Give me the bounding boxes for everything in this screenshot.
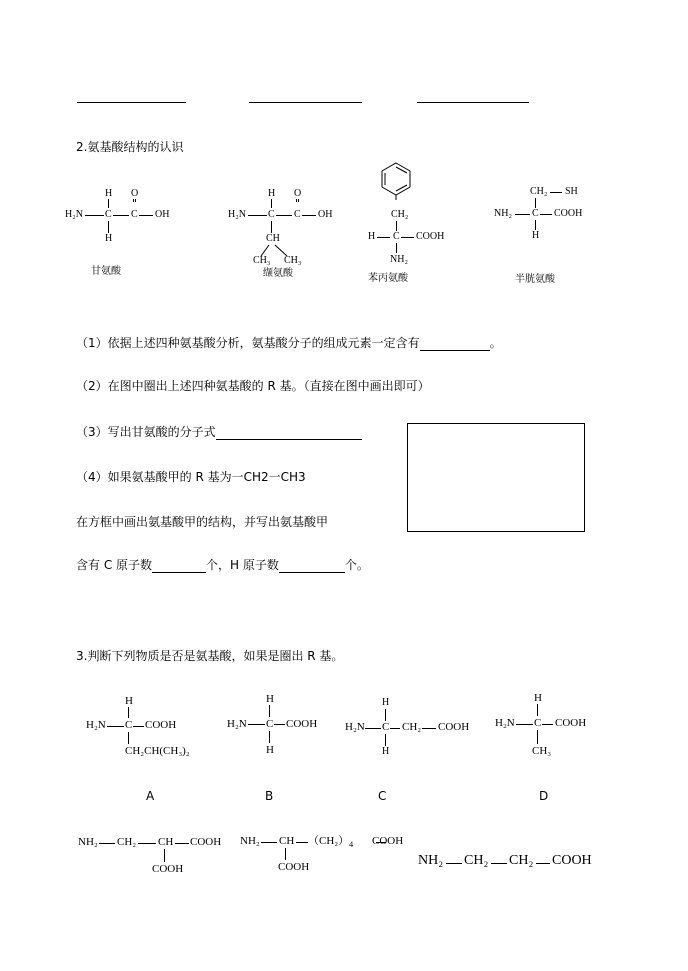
question-2: （2）在图中圈出上述四种氨基酸的 R 基。（直接在图中画出即可）: [76, 379, 430, 393]
answer-line-3: [417, 102, 529, 103]
question-4-line-3: [76, 557, 369, 573]
carbonyl-carbon: C: [294, 209, 301, 220]
methine: CH: [279, 835, 295, 847]
methyl-right: CH₃: [284, 255, 302, 266]
amino-group: H₂N: [65, 209, 83, 220]
drawing-box[interactable]: [407, 423, 585, 532]
alpha-carbon: C: [382, 721, 390, 733]
question-4-end: 个。: [344, 558, 369, 572]
amino-group: NH₂: [78, 836, 98, 848]
alpha-carbon: C: [266, 718, 274, 730]
amino-group: NH₂: [418, 853, 444, 868]
methyl-left: CH₃: [253, 255, 271, 266]
amino-group: H₂N: [86, 719, 106, 731]
amino-group: H₂N: [228, 209, 246, 220]
atom-h: H: [382, 697, 390, 708]
methylene: CH₂: [117, 836, 137, 848]
question-4-line-2: 在方框中画出氨基酸甲的结构，并写出氨基酸甲: [76, 515, 329, 529]
methylene: CH₂: [391, 209, 409, 220]
question-3-text: （3）写出甘氨酸的分子式: [76, 425, 216, 439]
amino-group: H₂N: [227, 718, 247, 730]
atom-h: H: [105, 188, 113, 199]
label-c: C: [378, 789, 387, 803]
alpha-carbon: C: [125, 719, 133, 731]
answer-line-2: [249, 102, 362, 103]
carboxyl: COOH: [555, 717, 587, 729]
methylene: CH₂: [464, 853, 489, 868]
carboxyl: COOH: [416, 231, 445, 242]
amino-group: H₂N: [345, 721, 365, 733]
answer-blank[interactable]: [152, 559, 206, 573]
hydroxyl: OH: [318, 209, 333, 220]
atom-h: H: [105, 233, 113, 244]
alpha-carbon: C: [534, 717, 542, 729]
section-2-title: 2.氨基酸结构的认识: [76, 140, 184, 154]
thiol: SH: [565, 186, 578, 197]
cysteine-name: 半胱氨酸: [515, 274, 555, 285]
answer-blank[interactable]: [279, 559, 345, 573]
atom-h: H: [534, 692, 542, 704]
amino-group: H₂N: [495, 717, 515, 729]
carboxyl: COOH: [552, 853, 592, 868]
hydroxyl: OH: [155, 209, 170, 220]
atom-h: H: [266, 744, 274, 756]
atom-h: H: [532, 230, 540, 241]
methyl: CH₃: [532, 745, 552, 757]
amino-group: NH₂: [494, 208, 512, 219]
question-3: [76, 424, 362, 440]
side-chain: CH₂CH(CH₃)₂: [125, 745, 190, 757]
valine-name: 缬氨酸: [263, 268, 293, 279]
label-b: B: [265, 789, 274, 803]
carboxyl: COOH: [438, 721, 470, 733]
answer-line-1: [77, 102, 186, 103]
question-4: （4）如果氨基酸甲的 R 基为一CH2一CH3: [76, 470, 306, 484]
methylene-chain: $(CH_2)_4$: [308, 835, 354, 850]
alpha-carbon: C: [393, 231, 400, 242]
methine: CH: [158, 836, 174, 848]
carboxyl: COOH: [372, 835, 404, 847]
answer-blank[interactable]: [216, 426, 362, 440]
atom-h: H: [382, 746, 390, 757]
carbon-count-label: 含有 C 原子数: [76, 558, 153, 572]
atom-h: H: [125, 695, 133, 707]
carbonyl-carbon: C: [131, 209, 138, 220]
atom-h: H: [266, 693, 274, 705]
carboxyl: COOH: [145, 719, 177, 731]
methylene: CH₂: [402, 721, 422, 733]
phenylalanine-name: 苯丙氨酸: [368, 273, 408, 284]
alpha-carbon: C: [105, 209, 112, 220]
carboxyl: COOH: [286, 718, 318, 730]
carboxyl: COOH: [554, 208, 583, 219]
hydrogen-count-label: 个，H 原子数: [206, 558, 279, 572]
label-d: D: [539, 789, 549, 803]
amino-group: NH₂: [240, 835, 260, 847]
methylene: CH₂: [530, 186, 548, 197]
atom-h: H: [268, 188, 276, 199]
section-3-title: 3.判断下列物质是否是氨基酸，如果是圈出 R 基。: [76, 649, 344, 663]
question-1-end: 。: [489, 336, 502, 350]
alpha-carbon: C: [268, 209, 275, 220]
question-1: [76, 335, 502, 351]
side-carboxyl: COOH: [152, 863, 184, 875]
question-1-text: （1）依据上述四种氨基酸分析，氨基酸分子的组成元素一定含有: [76, 336, 420, 350]
methylene: CH₂: [509, 853, 534, 868]
alpha-carbon: C: [532, 208, 539, 219]
atom-o: O: [294, 188, 302, 199]
answer-blank[interactable]: [420, 337, 490, 351]
benzene-ring-icon: [376, 160, 416, 200]
carboxyl: COOH: [190, 836, 222, 848]
atom-h: H: [368, 231, 376, 242]
glycine-name: 甘氨酸: [91, 266, 121, 277]
side-carboxyl: COOH: [278, 861, 310, 873]
amino-group: NH₂: [390, 254, 408, 265]
atom-o: O: [131, 188, 139, 199]
label-a: A: [146, 789, 155, 803]
methine: CH: [266, 233, 280, 244]
